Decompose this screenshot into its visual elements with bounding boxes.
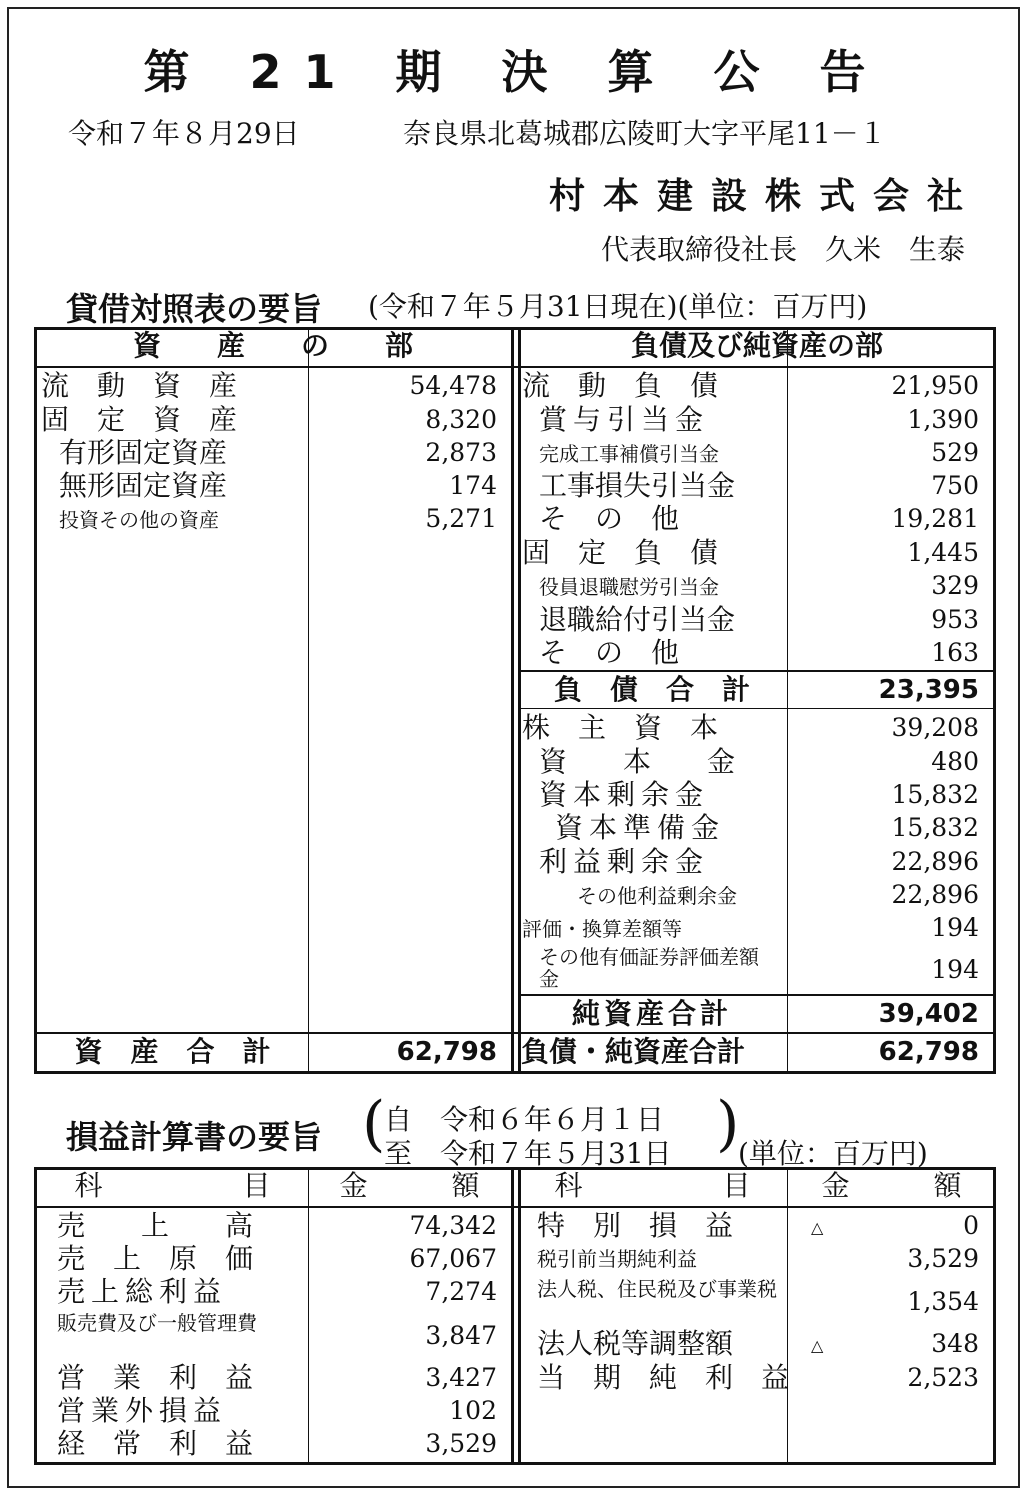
income-value: 102 xyxy=(449,1396,497,1425)
liability-label: 賞与引当金 xyxy=(539,403,710,436)
income-label: 売 上 原 価 xyxy=(57,1242,254,1275)
income-value: 0 xyxy=(963,1211,979,1240)
equity-total-label: 純資産合計 xyxy=(571,997,732,1030)
balance-sheet-table xyxy=(34,327,996,1074)
equity-value: 22,896 xyxy=(891,880,979,909)
asset-label: 有形固定資産 xyxy=(59,436,228,469)
liability-label: 完成工事補償引当金 xyxy=(539,442,719,466)
income-value: 348 xyxy=(931,1329,979,1358)
asset-label: 無形固定資産 xyxy=(59,469,228,502)
row-divider xyxy=(518,994,993,996)
row-divider xyxy=(518,708,993,709)
income-label: 営業外損益 xyxy=(57,1394,228,1427)
equity-label: 資 本 金 xyxy=(539,745,736,778)
income-statement-title: 損益計算書の要旨 xyxy=(66,1118,323,1156)
liability-label: そ の 他 xyxy=(539,636,680,669)
liability-label: 流 動 負 債 xyxy=(522,369,719,402)
income-value: 3,529 xyxy=(425,1429,497,1458)
balance-sheet-title: 貸借対照表の要旨 xyxy=(66,290,323,328)
company-name: 村本建設株式会社 xyxy=(548,176,981,217)
col-header-item: 科 目 xyxy=(554,1169,751,1202)
liability-label: 固 定 負 債 xyxy=(522,536,719,569)
col-divider xyxy=(787,1170,788,1462)
income-label: 販売費及び一般管理費 xyxy=(57,1311,257,1335)
equity-label: その他利益剰余金 xyxy=(577,884,737,908)
col-divider xyxy=(518,1170,521,1462)
period-bracket-close: ) xyxy=(716,1089,740,1159)
asset-value: 8,320 xyxy=(425,405,497,434)
period-to: 至 令和７年５月31日 xyxy=(384,1137,672,1170)
assets-header: 資 産 の 部 xyxy=(132,329,413,362)
period-bracket-open: ( xyxy=(362,1089,386,1159)
asset-value: 174 xyxy=(449,471,497,500)
col-divider xyxy=(787,330,788,1071)
equity-total-value: 39,402 xyxy=(878,999,979,1029)
notice-date: 令和７年８月29日 xyxy=(68,117,300,150)
row-divider xyxy=(37,1206,993,1208)
asset-label: 流 動 資 産 xyxy=(41,369,238,402)
income-label: 経 常 利 益 xyxy=(57,1427,254,1460)
income-label: 売上総利益 xyxy=(57,1275,228,1308)
asset-value: 54,478 xyxy=(409,371,497,400)
income-value: 2,523 xyxy=(907,1363,979,1392)
income-label: 特 別 損 益 xyxy=(537,1209,734,1242)
equity-value: 194 xyxy=(931,913,979,942)
col-header-amount: 金 額 xyxy=(339,1169,480,1202)
income-label: 税引前当期純利益 xyxy=(537,1247,697,1271)
negative-mark: △ xyxy=(811,1218,824,1237)
balance-sheet-note: (令和７年５月31日現在)(単位：百万円) xyxy=(368,290,868,323)
liab-equity-total-label: 負債・純資産合計 xyxy=(521,1035,746,1068)
negative-mark: △ xyxy=(811,1336,824,1355)
equity-value: 39,208 xyxy=(891,713,979,742)
liability-value: 163 xyxy=(931,638,979,667)
liabilities-total-label: 負 債 合 計 xyxy=(553,673,750,706)
liability-value: 750 xyxy=(931,471,979,500)
col-header-amount: 金 額 xyxy=(821,1169,962,1202)
income-value: 3,847 xyxy=(425,1321,497,1350)
income-value: 67,067 xyxy=(409,1244,497,1273)
assets-total-label: 資 産 合 計 xyxy=(74,1035,271,1068)
income-value: 3,529 xyxy=(907,1244,979,1273)
col-header-item: 科 目 xyxy=(74,1169,271,1202)
equity-label: その他有価証券評価差額金 xyxy=(539,945,759,992)
liability-label: 退職給付引当金 xyxy=(539,603,736,636)
liabilities-header: 負債及び純資産の部 xyxy=(630,329,883,362)
liability-label: 役員退職慰労引当金 xyxy=(539,575,719,599)
row-divider xyxy=(37,366,993,368)
income-label: 法人税等調整額 xyxy=(537,1327,734,1360)
col-divider xyxy=(511,330,514,1071)
income-label: 営 業 利 益 xyxy=(57,1361,254,1394)
income-unit: (単位：百万円) xyxy=(738,1137,928,1170)
asset-label: 固 定 資 産 xyxy=(41,403,238,436)
equity-label: 資本剰余金 xyxy=(539,778,710,811)
representative: 代表取締役社長 久米 生泰 xyxy=(600,233,965,266)
equity-value: 15,832 xyxy=(891,813,979,842)
liability-label: そ の 他 xyxy=(539,502,680,535)
equity-label: 株 主 資 本 xyxy=(522,711,719,744)
income-value: 7,274 xyxy=(425,1277,497,1306)
liability-value: 329 xyxy=(931,571,979,600)
liability-value: 1,445 xyxy=(907,538,979,567)
col-divider xyxy=(511,1170,514,1462)
asset-value: 2,873 xyxy=(425,438,497,467)
asset-label: 投資その他の資産 xyxy=(59,508,219,532)
notice-title: 第 21 期 決 算 公 告 xyxy=(143,45,888,99)
equity-value: 15,832 xyxy=(891,780,979,809)
income-value: 3,427 xyxy=(425,1363,497,1392)
col-divider xyxy=(308,1170,309,1462)
income-label: 売 上 高 xyxy=(57,1209,254,1242)
liabilities-total-value: 23,395 xyxy=(878,675,979,705)
company-address: 奈良県北葛城郡広陵町大字平尾11－１ xyxy=(403,117,887,150)
income-value: 1,354 xyxy=(907,1287,979,1316)
col-divider xyxy=(308,330,309,1071)
income-value: 74,342 xyxy=(409,1211,497,1240)
equity-label: 利益剰余金 xyxy=(539,845,710,878)
row-divider xyxy=(37,1032,993,1034)
equity-label: 資本準備金 xyxy=(555,811,726,844)
equity-value: 194 xyxy=(931,955,979,984)
equity-value: 22,896 xyxy=(891,847,979,876)
equity-label: 評価・換算差額等 xyxy=(522,917,682,941)
liability-value: 21,950 xyxy=(891,371,979,400)
income-label: 当 期 純 利 益 xyxy=(537,1361,790,1394)
liability-label: 工事損失引当金 xyxy=(539,469,736,502)
liability-value: 953 xyxy=(931,605,979,634)
period-from: 自 令和６年６月１日 xyxy=(384,1103,665,1136)
liability-value: 529 xyxy=(931,438,979,467)
asset-value: 5,271 xyxy=(425,504,497,533)
liability-value: 19,281 xyxy=(891,504,979,533)
income-statement-table xyxy=(34,1167,996,1465)
row-divider xyxy=(518,670,993,672)
assets-total-value: 62,798 xyxy=(396,1037,497,1067)
equity-value: 480 xyxy=(931,747,979,776)
income-label: 法人税、住民税及び事業税 xyxy=(537,1277,777,1301)
liab-equity-total-value: 62,798 xyxy=(878,1037,979,1067)
liability-value: 1,390 xyxy=(907,405,979,434)
